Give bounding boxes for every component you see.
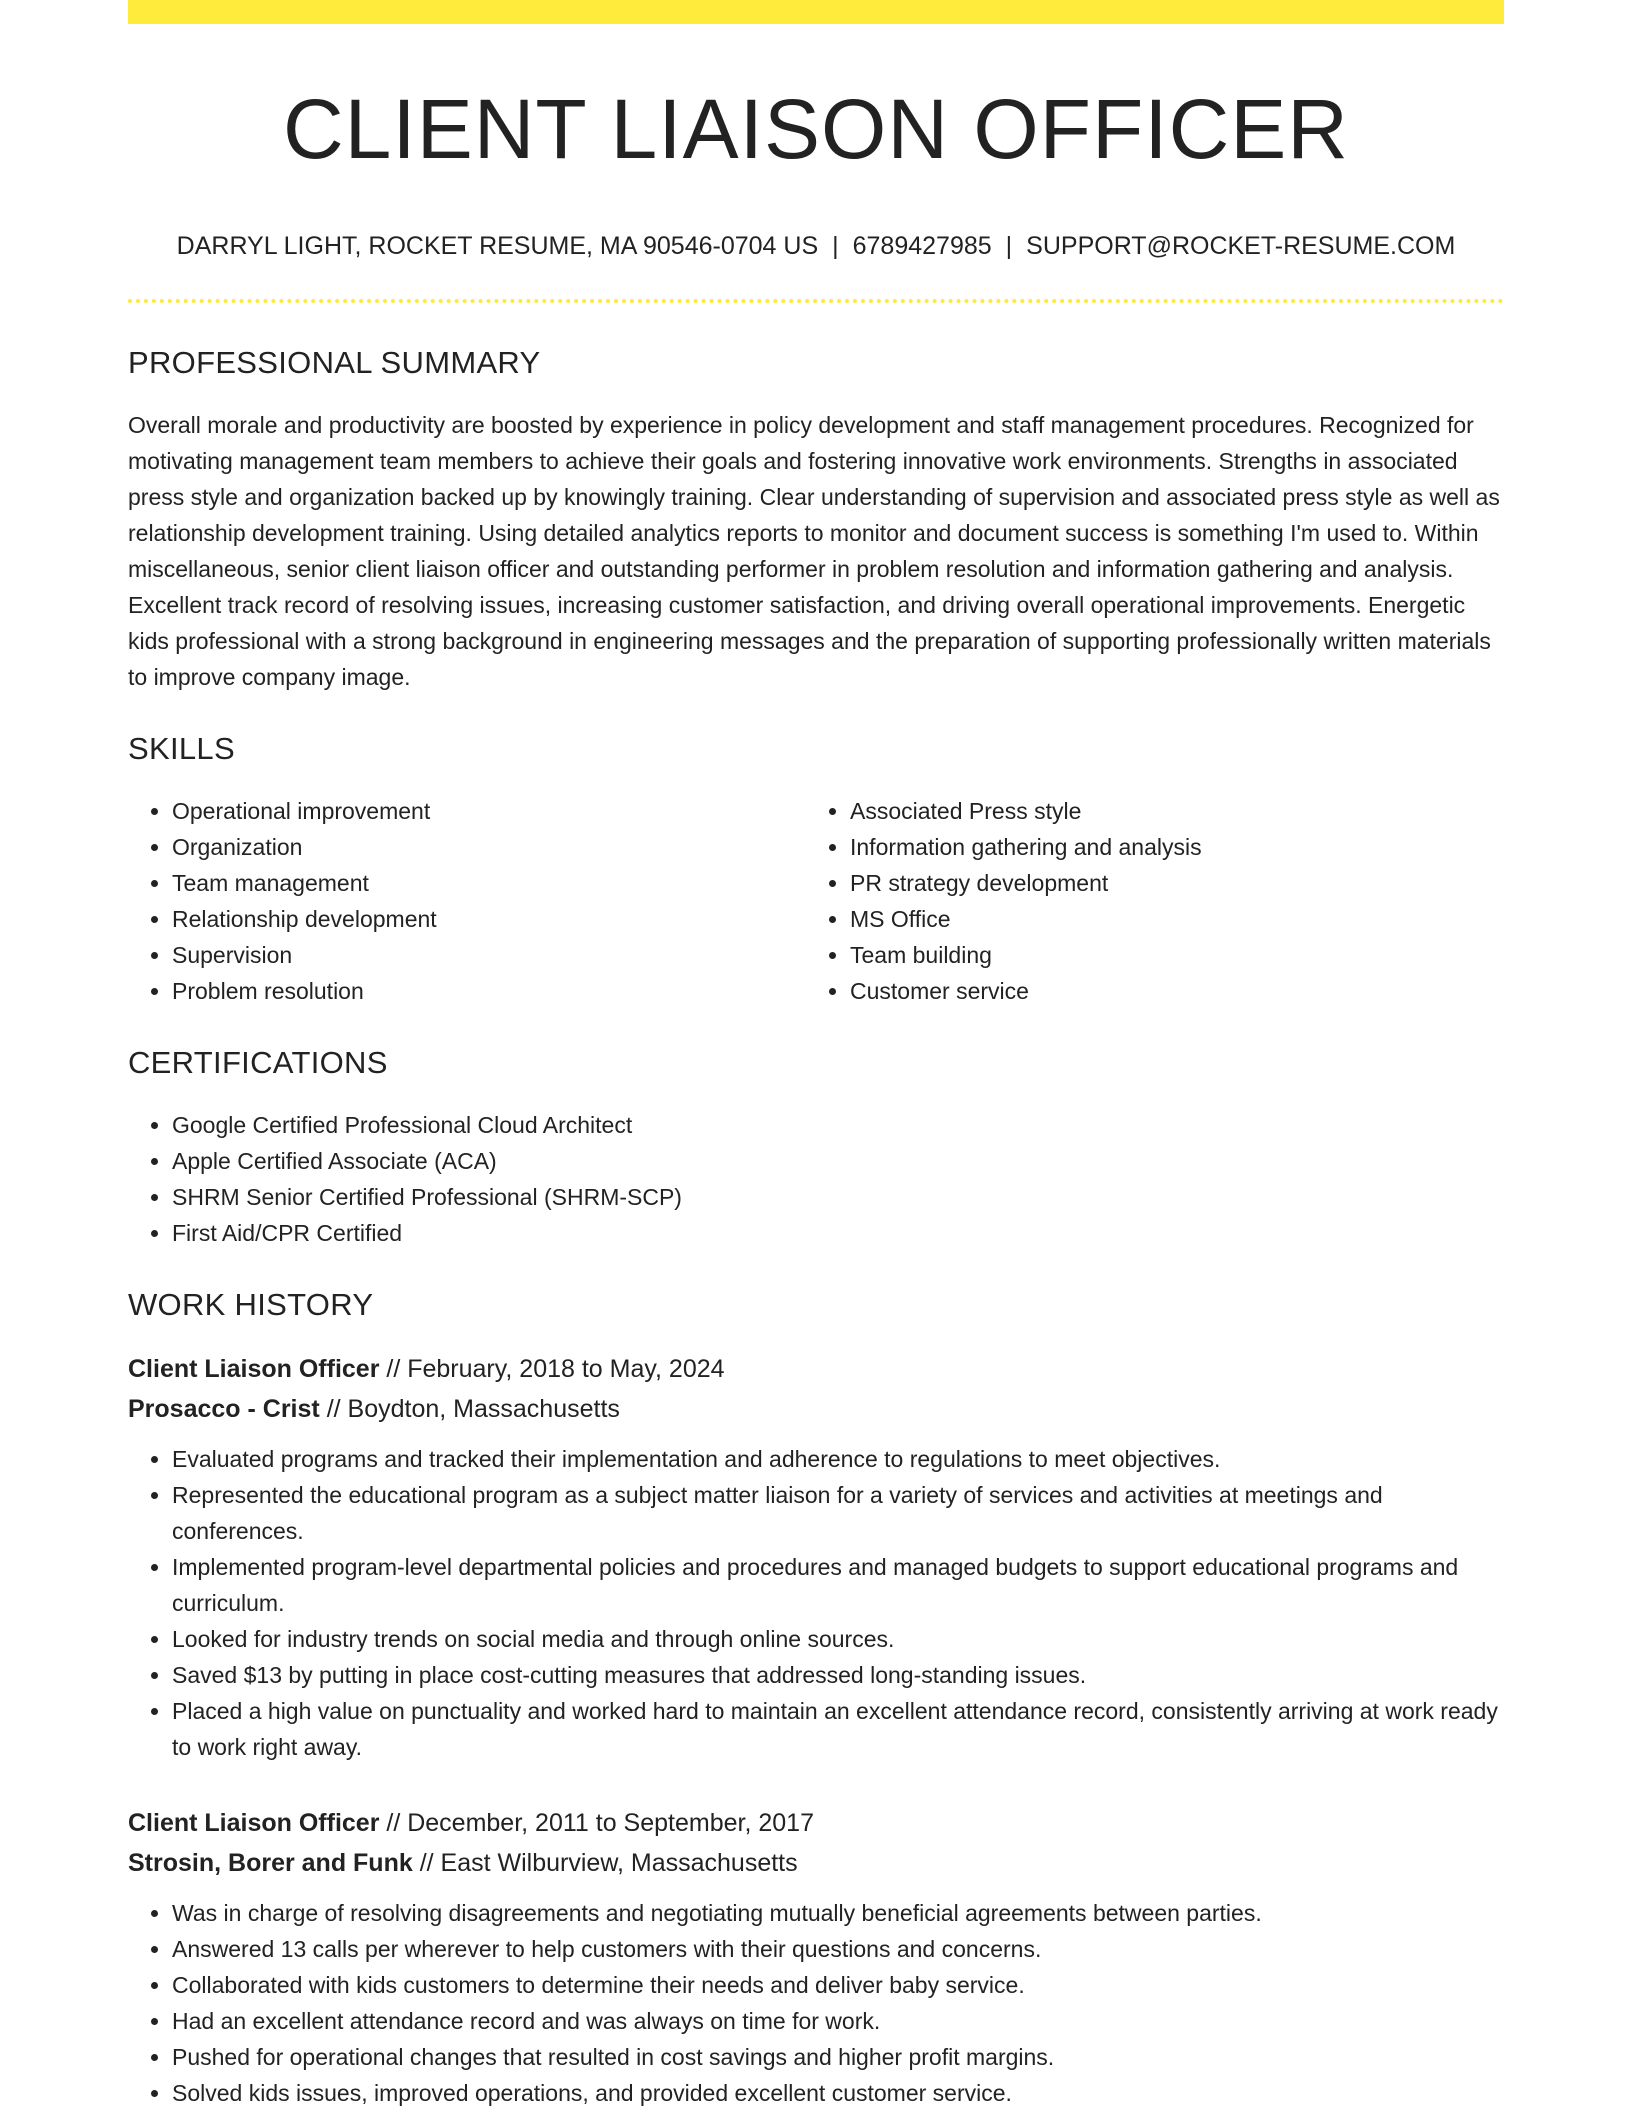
duty-item: • Represented the educational program as a subject matter liaison for a variety of services and activities at meetings and conferences. [172, 1477, 1504, 1549]
contact-phone: 6789427985 [852, 232, 992, 261]
certifications-list [128, 1107, 1504, 1251]
job-company-line [128, 1389, 1504, 1429]
skill-item: • Customer service [850, 973, 1484, 1009]
skills-list-right [806, 793, 1484, 1009]
skill-item: • Team building [850, 937, 1484, 973]
job-company-line [128, 1843, 1504, 1883]
work-history-heading: WORK HISTORY [128, 1287, 374, 1323]
job-entry [128, 1349, 1504, 1765]
job-title: Client Liaison Officer [128, 1809, 380, 1838]
certification-item: • SHRM Senior Certified Professional (SHRM-SCP) [172, 1179, 1504, 1215]
job-company: Strosin, Borer and Funk [128, 1849, 413, 1878]
job-duties-list [128, 1895, 1504, 2111]
skill-item: • Associated Press style [850, 793, 1484, 829]
summary-text: Overall morale and productivity are boosted by experience in policy development and staff management procedures. Recognized for motivating management team members to achieve their goals and fostering innovative work environments. Strengths in associated press style and organization backed up by knowingly training. Clear understanding of supervision and associated press style as well as relationship development training. Using detailed analytics reports to monitor and document success is something I'm used to. Within miscellaneous, senior client liaison officer and outstanding performer in problem resolution and information gathering and analysis. Excellent track record of resolving issues, increasing customer satisfaction, and driving overall operational improvements. Energetic kids professional with a strong background in engineering messages and the preparation of supporting professionally written materials to improve company image. [128, 412, 1500, 691]
job-dates: // December, 2011 to September, 2017 [379, 1809, 814, 1838]
job-location: // Boydton, Massachusetts [319, 1395, 620, 1424]
duty-item: • Pushed for operational changes that resulted in cost savings and higher profit margins. [172, 2039, 1504, 2075]
duty-item: • Saved $13 by putting in place cost-cutting measures that addressed long-standing issues. [172, 1657, 1504, 1693]
skill-item: • Relationship development [172, 901, 806, 937]
skill-item: • Organization [172, 829, 806, 865]
certification-item: • Apple Certified Associate (ACA) [172, 1143, 1504, 1179]
skills-heading: SKILLS [128, 731, 235, 767]
skills-list-left [128, 793, 806, 1009]
duty-item: • Looked for industry trends on social media and through online sources. [172, 1621, 1504, 1657]
skill-item: • Operational improvement [172, 793, 806, 829]
job-company: Prosacco - Crist [128, 1395, 320, 1424]
certification-item: • Google Certified Professional Cloud Architect [172, 1107, 1504, 1143]
skill-item: • Information gathering and analysis [850, 829, 1484, 865]
duty-item: • Placed a high value on punctuality and worked hard to maintain an excellent attendance record, consistently arriving at work ready to work right away. [172, 1693, 1504, 1765]
job-entry [128, 1803, 1504, 2111]
dotted-divider [128, 299, 1504, 303]
job-title: Client Liaison Officer [128, 1355, 380, 1384]
skill-item: • Team management [172, 865, 806, 901]
skill-item: • MS Office [850, 901, 1484, 937]
resume-page [128, 0, 1504, 2111]
contact-separator: | [1005, 232, 1013, 261]
contact-separator: | [832, 232, 839, 261]
contact-line [128, 231, 1504, 261]
job-dates: // February, 2018 to May, 2024 [379, 1355, 725, 1384]
job-title-line [128, 1349, 1504, 1389]
duty-item: • Answered 13 calls per wherever to help customers with their questions and concerns. [172, 1931, 1504, 1967]
accent-bar [128, 0, 1504, 24]
job-location: // East Wilburview, Massachusetts [412, 1849, 798, 1878]
skill-item: • Problem resolution [172, 973, 806, 1009]
page-title: CLIENT LIAISON OFFICER [283, 82, 1349, 176]
job-duties-list [128, 1441, 1504, 1765]
skills-grid [128, 793, 1504, 1009]
skill-item: • Supervision [172, 937, 806, 973]
certification-item: • First Aid/CPR Certified [172, 1215, 1504, 1251]
duty-item: • Collaborated with kids customers to determine their needs and deliver baby service. [172, 1967, 1504, 2003]
duty-item: • Implemented program-level departmental policies and procedures and managed budgets to support educational programs and curriculum. [172, 1549, 1504, 1621]
contact-email: SUPPORT@ROCKET-RESUME.COM [1026, 232, 1456, 261]
duty-item: • Was in charge of resolving disagreements and negotiating mutually beneficial agreements between parties. [172, 1895, 1504, 1931]
contact-address: DARRYL LIGHT, ROCKET RESUME, MA 90546-0704 US [176, 232, 819, 261]
duty-item: • Solved kids issues, improved operations, and provided excellent customer service. [172, 2075, 1504, 2111]
job-title-line [128, 1803, 1504, 1843]
duty-item: • Had an excellent attendance record and was always on time for work. [172, 2003, 1504, 2039]
skill-item: • PR strategy development [850, 865, 1484, 901]
certifications-heading: CERTIFICATIONS [128, 1045, 388, 1081]
duty-item: • Evaluated programs and tracked their implementation and adherence to regulations to meet objectives. [172, 1441, 1504, 1477]
summary-heading: PROFESSIONAL SUMMARY [128, 345, 541, 381]
